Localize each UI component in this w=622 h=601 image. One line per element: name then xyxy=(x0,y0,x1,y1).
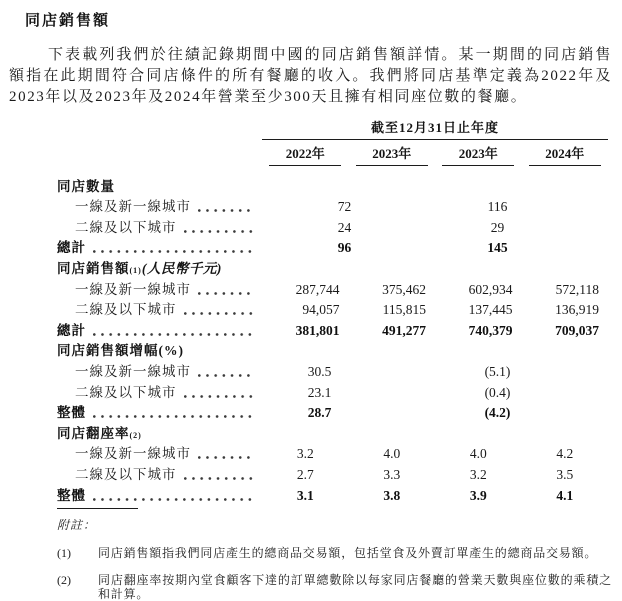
year-column-header: 2023年 xyxy=(349,143,436,166)
table-head xyxy=(262,117,608,166)
cell-value: 116 xyxy=(411,199,584,215)
cell-value: 4.0 xyxy=(349,446,436,462)
table-row xyxy=(57,462,608,483)
table-row xyxy=(57,195,608,216)
row-label: 一線及新一線城市 xyxy=(57,195,191,215)
row-label: 一線及新一線城市 xyxy=(57,442,191,462)
dot-leader xyxy=(93,415,254,418)
cell-value: 3.9 xyxy=(435,488,522,504)
cell-value: 491,277 xyxy=(349,323,436,339)
dot-leader xyxy=(93,250,254,253)
cell-value: 24 xyxy=(258,220,431,236)
intro-paragraph: 下表載列我們於往績記錄期間中國的同店銷售額詳情。某一期間的同店銷售額指在此期間符合同店條件的所有餐廳的收入。我們將同店基準定義為2022年及2023年以及2023年及2024年營業至少300天且擁有相同座位數的餐廳。 xyxy=(9,45,612,108)
cell-value: 145 xyxy=(411,240,584,256)
cell-value: 137,445 xyxy=(435,302,522,318)
table-row xyxy=(57,359,608,380)
dot-leader xyxy=(184,477,255,480)
cell-value: 740,379 xyxy=(435,323,522,339)
row-label: 總計 xyxy=(57,236,86,256)
section-header: 同店數量 xyxy=(57,174,608,195)
cell-value: 381,801 xyxy=(262,323,349,339)
footnotes xyxy=(57,508,612,601)
dot-leader xyxy=(198,456,254,459)
table-row xyxy=(57,298,608,319)
dot-leader xyxy=(93,498,254,501)
dot-leader xyxy=(184,312,255,315)
table-body xyxy=(57,174,608,504)
row-label: 二線及以下城市 xyxy=(57,381,177,401)
dot-leader xyxy=(198,292,254,295)
cell-value: 709,037 xyxy=(522,323,609,339)
cell-value: 3.3 xyxy=(349,467,436,483)
cell-value: 136,919 xyxy=(522,302,609,318)
cell-value: 72 xyxy=(258,199,431,215)
row-label: 一線及新一線城市 xyxy=(57,360,191,380)
table-total-row xyxy=(57,236,608,257)
footnote-item xyxy=(57,574,612,601)
cell-value: 602,934 xyxy=(435,282,522,298)
cell-value: 3.8 xyxy=(349,488,436,504)
table-total-row xyxy=(57,318,608,339)
row-label: 二線及以下城市 xyxy=(57,463,177,483)
cell-value: 3.1 xyxy=(262,488,349,504)
footnotes-label: 附註： xyxy=(57,516,612,533)
year-header-row xyxy=(262,140,608,166)
cell-value: 4.2 xyxy=(522,446,609,462)
footnote-text: 同店翻座率按期內堂食顧客下達的訂單總數除以每家同店餐廳的營業天數與座位數的乘積之和計算。 xyxy=(98,574,612,601)
table-row xyxy=(57,442,608,463)
cell-value: 3.2 xyxy=(435,467,522,483)
table-total-row xyxy=(57,401,608,422)
section-header: 同店翻座率 (2) xyxy=(57,421,608,442)
cell-value: 96 xyxy=(258,240,431,256)
cell-value: (0.4) xyxy=(411,385,584,401)
cell-value: (5.1) xyxy=(411,364,584,380)
cell-value: 115,815 xyxy=(349,302,436,318)
year-column-header: 2024年 xyxy=(522,143,609,166)
row-label: 整體 xyxy=(57,484,86,504)
same-store-table xyxy=(57,117,608,504)
footnote-text: 同店銷售額指我們同店產生的總商品交易額，包括堂食及外賣訂單產生的總商品交易額。 xyxy=(98,547,612,561)
footnotes-rule xyxy=(57,508,138,509)
section-header: 同店銷售額增幅(%) xyxy=(57,339,608,360)
dot-leader xyxy=(93,333,254,336)
year-column-header: 2023年 xyxy=(435,143,522,166)
footnote-marker: (2) xyxy=(57,574,98,601)
cell-value: 572,118 xyxy=(522,282,609,298)
row-label: 整體 xyxy=(57,401,86,421)
cell-value: 4.0 xyxy=(435,446,522,462)
row-label: 總計 xyxy=(57,319,86,339)
cell-value: (4.2) xyxy=(411,405,584,421)
table-total-row xyxy=(57,483,608,504)
period-header: 截至12月31日止年度 xyxy=(262,117,608,139)
cell-value: 3.2 xyxy=(262,446,349,462)
cell-value: 4.1 xyxy=(522,488,609,504)
unit-label: (人民幣千元) xyxy=(142,257,222,277)
page-title: 同店銷售額 xyxy=(25,9,622,30)
row-label: 一線及新一線城市 xyxy=(57,278,191,298)
footnote-marker: (1) xyxy=(57,547,98,561)
table-row xyxy=(57,380,608,401)
table-row xyxy=(57,277,608,298)
dot-leader xyxy=(198,209,254,212)
cell-value: 23.1 xyxy=(233,385,406,401)
cell-value: 3.5 xyxy=(522,467,609,483)
table-row xyxy=(57,215,608,236)
row-label: 二線及以下城市 xyxy=(57,216,177,236)
section-header: 同店銷售額 (1) (人民幣千元) xyxy=(57,256,608,277)
year-column-header: 2022年 xyxy=(262,143,349,166)
dot-leader xyxy=(184,230,255,233)
cell-value: 375,462 xyxy=(349,282,436,298)
footnote-item xyxy=(57,547,612,561)
cell-value: 29 xyxy=(411,220,584,236)
row-label: 二線及以下城市 xyxy=(57,298,177,318)
cell-value: 94,057 xyxy=(262,302,349,318)
cell-value: 28.7 xyxy=(233,405,406,421)
cell-value: 287,744 xyxy=(262,282,349,298)
cell-value: 2.7 xyxy=(262,467,349,483)
cell-value: 30.5 xyxy=(233,364,406,380)
